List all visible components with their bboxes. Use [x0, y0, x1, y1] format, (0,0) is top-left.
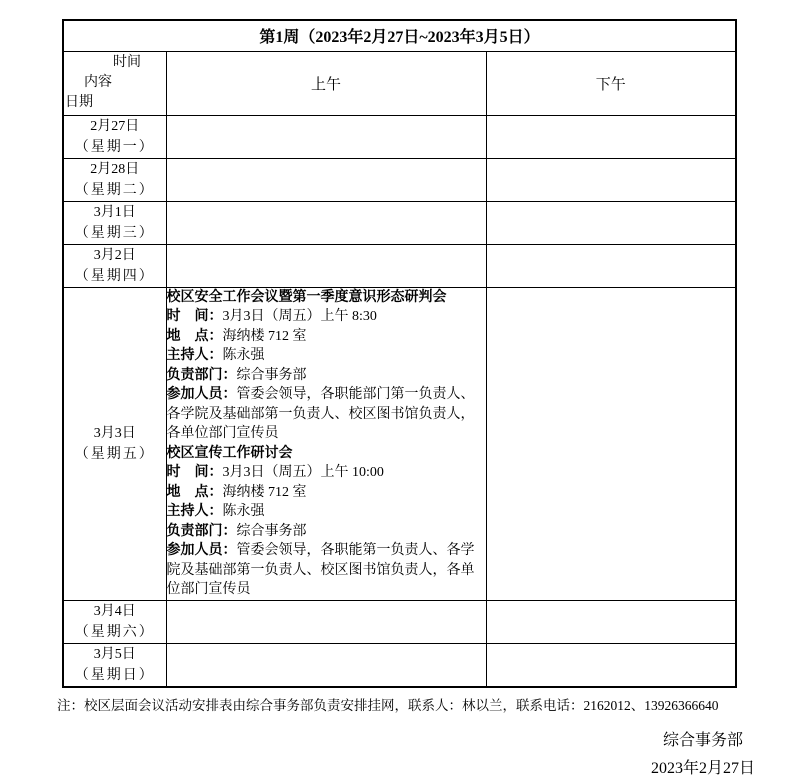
meeting-field: [167, 327, 486, 347]
meeting-field-label: 地 点：: [166, 484, 223, 500]
meeting-field-value: 3月3日（周五）上午 8:30: [222, 309, 377, 324]
row-mar4: [63, 600, 736, 643]
morning-cell: [166, 201, 486, 244]
meeting-field: [167, 307, 486, 327]
afternoon-cell: [486, 287, 736, 600]
morning-cell: [166, 600, 486, 643]
row-weekday: （星期二）: [74, 182, 155, 198]
meeting-field-label: 负责部门：: [166, 367, 237, 383]
row-mar5: [63, 643, 736, 687]
header-row: [63, 51, 736, 115]
date-cell: [63, 287, 166, 600]
row-date: 2月28日: [90, 161, 140, 177]
row-date: 3月2日: [93, 247, 136, 263]
date-cell: [63, 643, 166, 687]
corner-header: [63, 51, 166, 115]
corner-time-label: 时间: [113, 55, 141, 70]
morning-cell: [166, 158, 486, 201]
meeting-field-value: 管委会领导，各职能部门第一负责人、各学院及基础部第一负责人、校区图书馆负责人，各单位部门宣传员: [166, 387, 475, 441]
date-cell: [63, 201, 166, 244]
meeting-field-value: 综合事务部: [236, 523, 307, 539]
afternoon-cell: [486, 244, 736, 287]
row-mar2: [63, 244, 736, 287]
row-weekday: （星期三）: [74, 225, 155, 241]
meeting-field-value: 陈永强: [222, 504, 265, 519]
meeting-field-label: 负责部门：: [166, 523, 237, 539]
meeting-field-value: 管委会领导，各职能第一负责人、各学院及基础部第一负责人、校区图书馆负责人，各单位部门宣传员: [166, 543, 475, 597]
meeting-field: [167, 483, 486, 503]
meeting-field: [167, 385, 486, 444]
afternoon-cell: [486, 643, 736, 687]
meeting-field-label: 主持人：: [166, 348, 223, 363]
row-mar1: [63, 201, 736, 244]
morning-cell: [166, 643, 486, 687]
meeting-field-value: 海纳楼 712 室: [222, 328, 307, 344]
meeting-field-value: 综合事务部: [236, 367, 307, 383]
signature-department: 综合事务部: [662, 731, 743, 749]
meeting-field-label: 地 点：: [166, 328, 223, 344]
week-title: 第1周（2023年2月27日~2023年3月5日）: [63, 20, 736, 51]
row-feb28: [63, 158, 736, 201]
row-date: 2月27日: [90, 118, 140, 134]
footer-note: 注：校区层面会议活动安排表由综合事务部负责安排挂网，联系人：林以兰，联系电话：2162012、13926366640: [57, 697, 719, 713]
title-row: [63, 20, 736, 51]
meeting-field-value: 海纳楼 712 室: [222, 484, 307, 500]
meeting-field: [167, 502, 486, 522]
row-date: 3月1日: [93, 204, 136, 220]
row-weekday: （星期六）: [74, 624, 155, 640]
meeting-field: [167, 541, 486, 600]
signature-date: 2023年2月27日: [650, 759, 755, 777]
schedule-table: [62, 19, 737, 688]
row-weekday: （星期四）: [74, 268, 155, 284]
meeting-field-label: 时 间：: [166, 309, 223, 324]
morning-cell: [166, 115, 486, 158]
row-weekday: （星期五）: [74, 446, 155, 462]
meeting-field-label: 参加人员：: [166, 387, 237, 402]
row-weekday: （星期一）: [74, 139, 155, 155]
meeting-field-value: 陈永强: [222, 348, 265, 363]
meeting-field-label: 时 间：: [166, 465, 223, 480]
meeting-field-label: 参加人员：: [166, 543, 237, 558]
afternoon-cell: [486, 201, 736, 244]
meeting-field-value: 3月3日（周五）上午 10:00: [222, 465, 384, 480]
column-header-morning: 上午: [166, 51, 486, 115]
date-cell: [63, 158, 166, 201]
morning-cell-meetings: [166, 287, 486, 600]
meeting-field: [167, 522, 486, 542]
meeting-title: 校区宣传工作研讨会: [166, 445, 293, 461]
meeting-field: [167, 346, 486, 366]
row-date: 3月5日: [93, 646, 136, 662]
meeting-field: [167, 463, 486, 483]
morning-cell: [166, 244, 486, 287]
row-date: 3月3日: [93, 425, 136, 441]
corner-content-label: 内容: [84, 75, 112, 90]
corner-date-label: 日期: [65, 95, 93, 110]
afternoon-cell: [486, 158, 736, 201]
meeting-field: [167, 366, 486, 386]
row-weekday: （星期日）: [74, 667, 155, 683]
afternoon-cell: [486, 600, 736, 643]
meeting-title: 校区安全工作会议暨第一季度意识形态研判会: [166, 289, 447, 305]
row-date: 3月4日: [93, 603, 136, 619]
row-feb27: [63, 115, 736, 158]
afternoon-cell: [486, 115, 736, 158]
date-cell: [63, 600, 166, 643]
date-cell: [63, 115, 166, 158]
row-mar3: [63, 287, 736, 600]
date-cell: [63, 244, 166, 287]
meeting-field-label: 主持人：: [166, 504, 223, 519]
column-header-afternoon: 下午: [486, 51, 736, 115]
